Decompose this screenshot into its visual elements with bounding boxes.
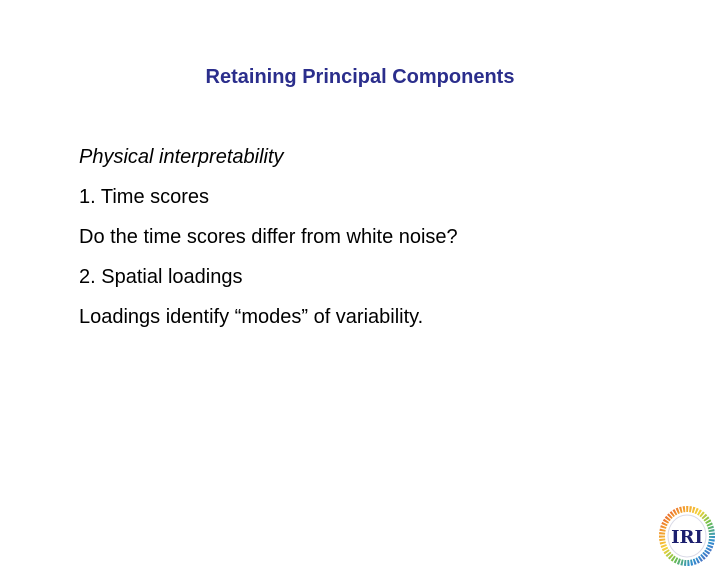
body-line-physical-interpretability: Physical interpretability — [79, 146, 284, 168]
iri-logo — [659, 506, 715, 566]
iri-logo-icon — [659, 506, 715, 566]
body-line-spatial-loadings: 2. Spatial loadings — [79, 266, 243, 288]
slide-body — [79, 144, 679, 344]
slide-title: Retaining Principal Components — [205, 66, 515, 88]
body-line-white-noise-question: Do the time scores differ from white noise? — [79, 226, 458, 248]
iri-logo-text: IRI — [671, 527, 703, 548]
body-line-modes-of-variability: Loadings identify “modes” of variability. — [79, 306, 424, 328]
body-line-time-scores: 1. Time scores — [79, 186, 210, 208]
